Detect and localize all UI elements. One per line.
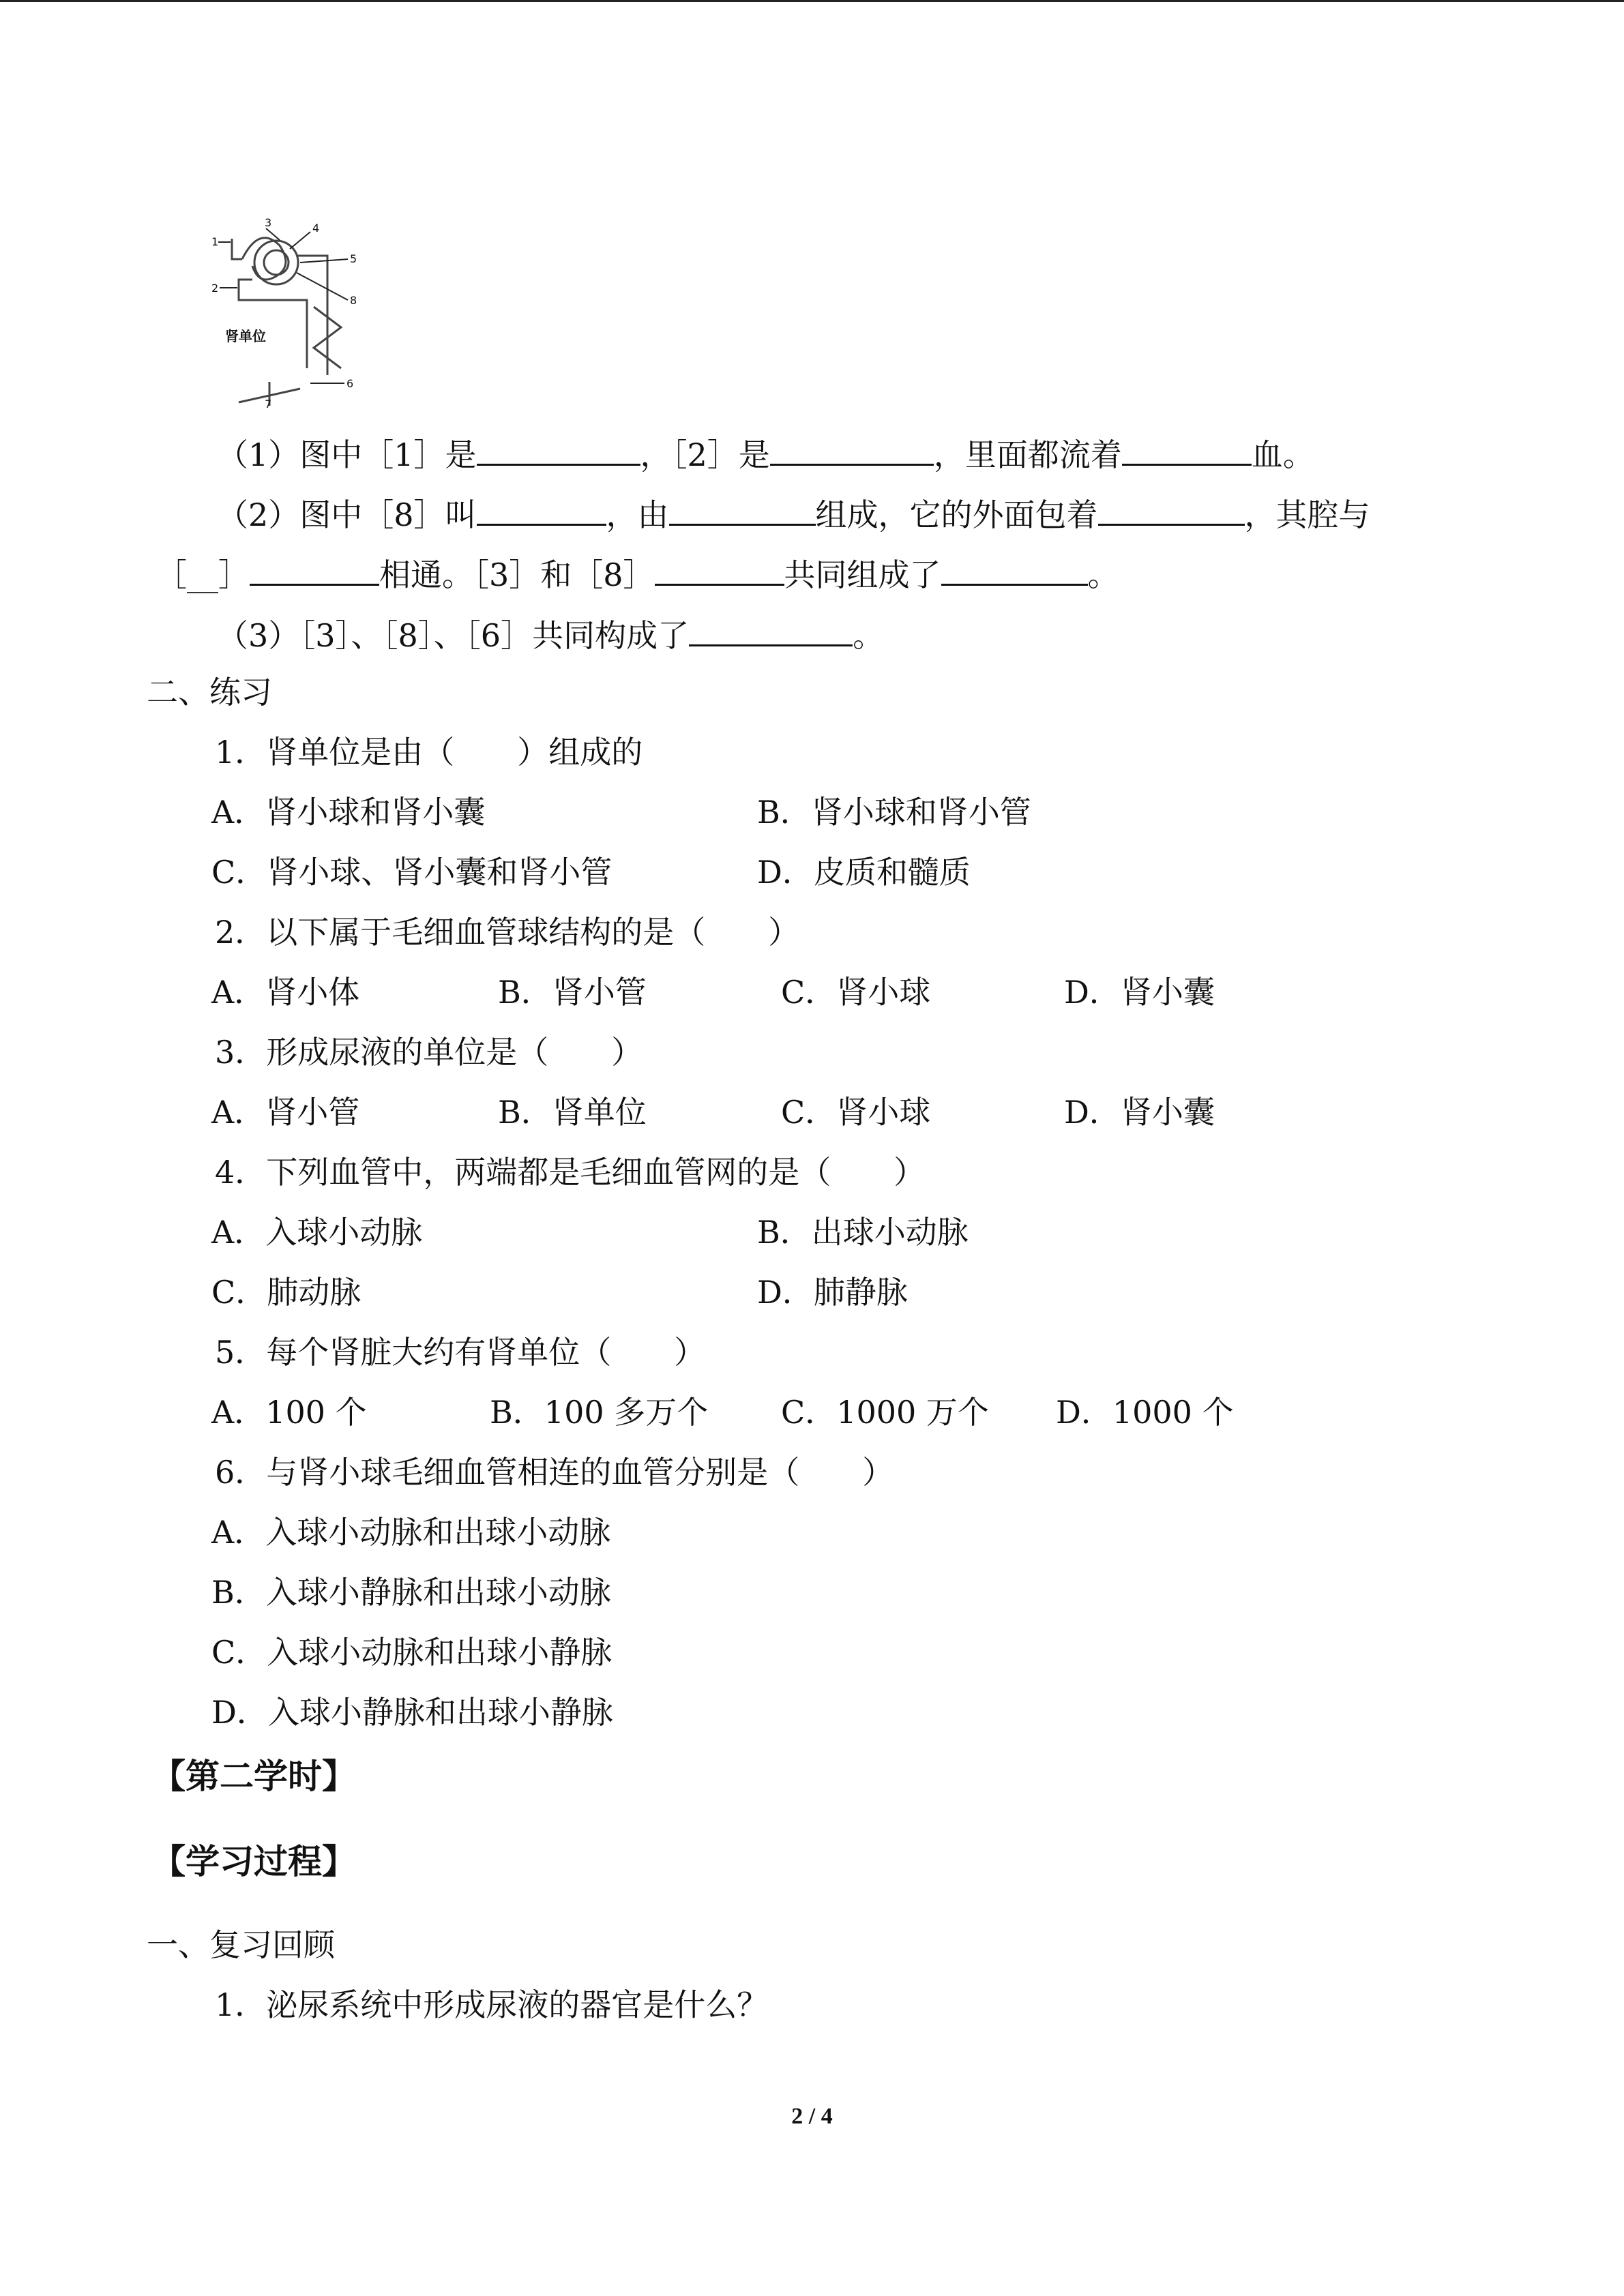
option-1b[interactable]: B．肾小球和肾小管 [757,794,1031,831]
option-6b[interactable]: B．入球小静脉和出球小动脉 [211,1574,611,1611]
option-5a[interactable]: A．100 个 [211,1394,367,1431]
mc-question-5: 5．每个肾脏大约有肾单位（ ） [215,1334,706,1371]
mc-question-6: 6．与肾小球毛细血管相连的血管分别是（ ） [215,1454,894,1491]
figure-label-8: 8 [350,294,357,307]
answer-blank[interactable] [689,612,853,646]
figure-label-3: 3 [265,216,272,229]
figure-label-4: 4 [312,222,320,235]
mc-question-3: 3．形成尿液的单位是（ ） [215,1034,643,1071]
option-6d[interactable]: D．入球小静脉和出球小静脉 [211,1694,613,1731]
fill-question-1: （1）图中［1］是 ，［2］是 ，里面都流着 血。 [217,431,1314,475]
heading-lesson-2: 【第二学时】 [151,1757,356,1796]
option-1d[interactable]: D．皮质和髓质 [757,854,971,891]
figure-label-7: 7 [265,398,272,409]
answer-blank[interactable] [250,551,379,586]
nephron-diagram [211,211,389,409]
section-title-practice: 二、练习 [147,674,272,711]
option-6c[interactable]: C．入球小动脉和出球小静脉 [211,1634,612,1671]
fill-question-2: （2）图中［8］叫 ，由 组成，它的外面包着 ，其腔与 [217,491,1370,535]
option-4d[interactable]: D．肺静脉 [757,1274,908,1311]
answer-blank[interactable] [477,431,640,466]
answer-blank[interactable] [669,491,816,526]
option-5d[interactable]: D．1000 个 [1056,1394,1234,1431]
page-number: 2 / 4 [791,2104,833,2129]
option-5c[interactable]: C．1000 万个 [781,1394,989,1431]
option-4b[interactable]: B．出球小动脉 [757,1214,969,1251]
review-question-1: 1．泌尿系统中形成尿液的器官是什么？ [215,1986,769,2023]
answer-blank[interactable] [941,551,1088,586]
answer-blank[interactable] [1122,431,1252,466]
answer-blank[interactable] [655,551,784,586]
figure-label-6: 6 [346,377,354,390]
answer-blank[interactable] [770,431,934,466]
page-top-border [0,0,1624,2]
option-3c[interactable]: C．肾小球 [781,1094,931,1131]
section-title-review: 一、复习回顾 [147,1926,335,1963]
option-6a[interactable]: A．入球小动脉和出球小动脉 [211,1514,611,1551]
answer-blank[interactable] [477,491,606,526]
fill-question-3: （3）［3］、［8］、［6］共同构成了 。 [217,612,884,656]
option-2d[interactable]: D．肾小囊 [1064,974,1215,1011]
mc-question-4: 4．下列血管中，两端都是毛细血管网的是（ ） [215,1154,926,1191]
mc-question-1: 1．肾单位是由（ ）组成的 [215,734,643,771]
option-3d[interactable]: D．肾小囊 [1064,1094,1215,1131]
option-4a[interactable]: A．入球小动脉 [211,1214,423,1251]
option-3a[interactable]: A．肾小管 [211,1094,360,1131]
option-4c[interactable]: C．肺动脉 [211,1274,361,1311]
figure-label-1: 1 [211,235,219,248]
answer-blank[interactable] [1098,491,1245,526]
figure-label-2: 2 [211,282,219,295]
option-3b[interactable]: B．肾单位 [498,1094,647,1131]
option-1a[interactable]: A．肾小球和肾小囊 [211,794,486,831]
heading-learning-process: 【学习过程】 [151,1842,356,1881]
option-5b[interactable]: B．100 多万个 [490,1394,709,1431]
fill-question-2-cont: ［__］ 相通。［3］和［8］ 共同组成了 。 [156,551,1119,595]
figure-label-5: 5 [350,252,357,265]
option-2c[interactable]: C．肾小球 [781,974,931,1011]
figure-caption: 肾单位 [225,328,266,344]
mc-question-2: 2．以下属于毛细血管球结构的是（ ） [215,914,800,951]
option-1c[interactable]: C．肾小球、肾小囊和肾小管 [211,854,612,891]
option-2b[interactable]: B．肾小管 [498,974,647,1011]
option-2a[interactable]: A．肾小体 [211,974,360,1011]
